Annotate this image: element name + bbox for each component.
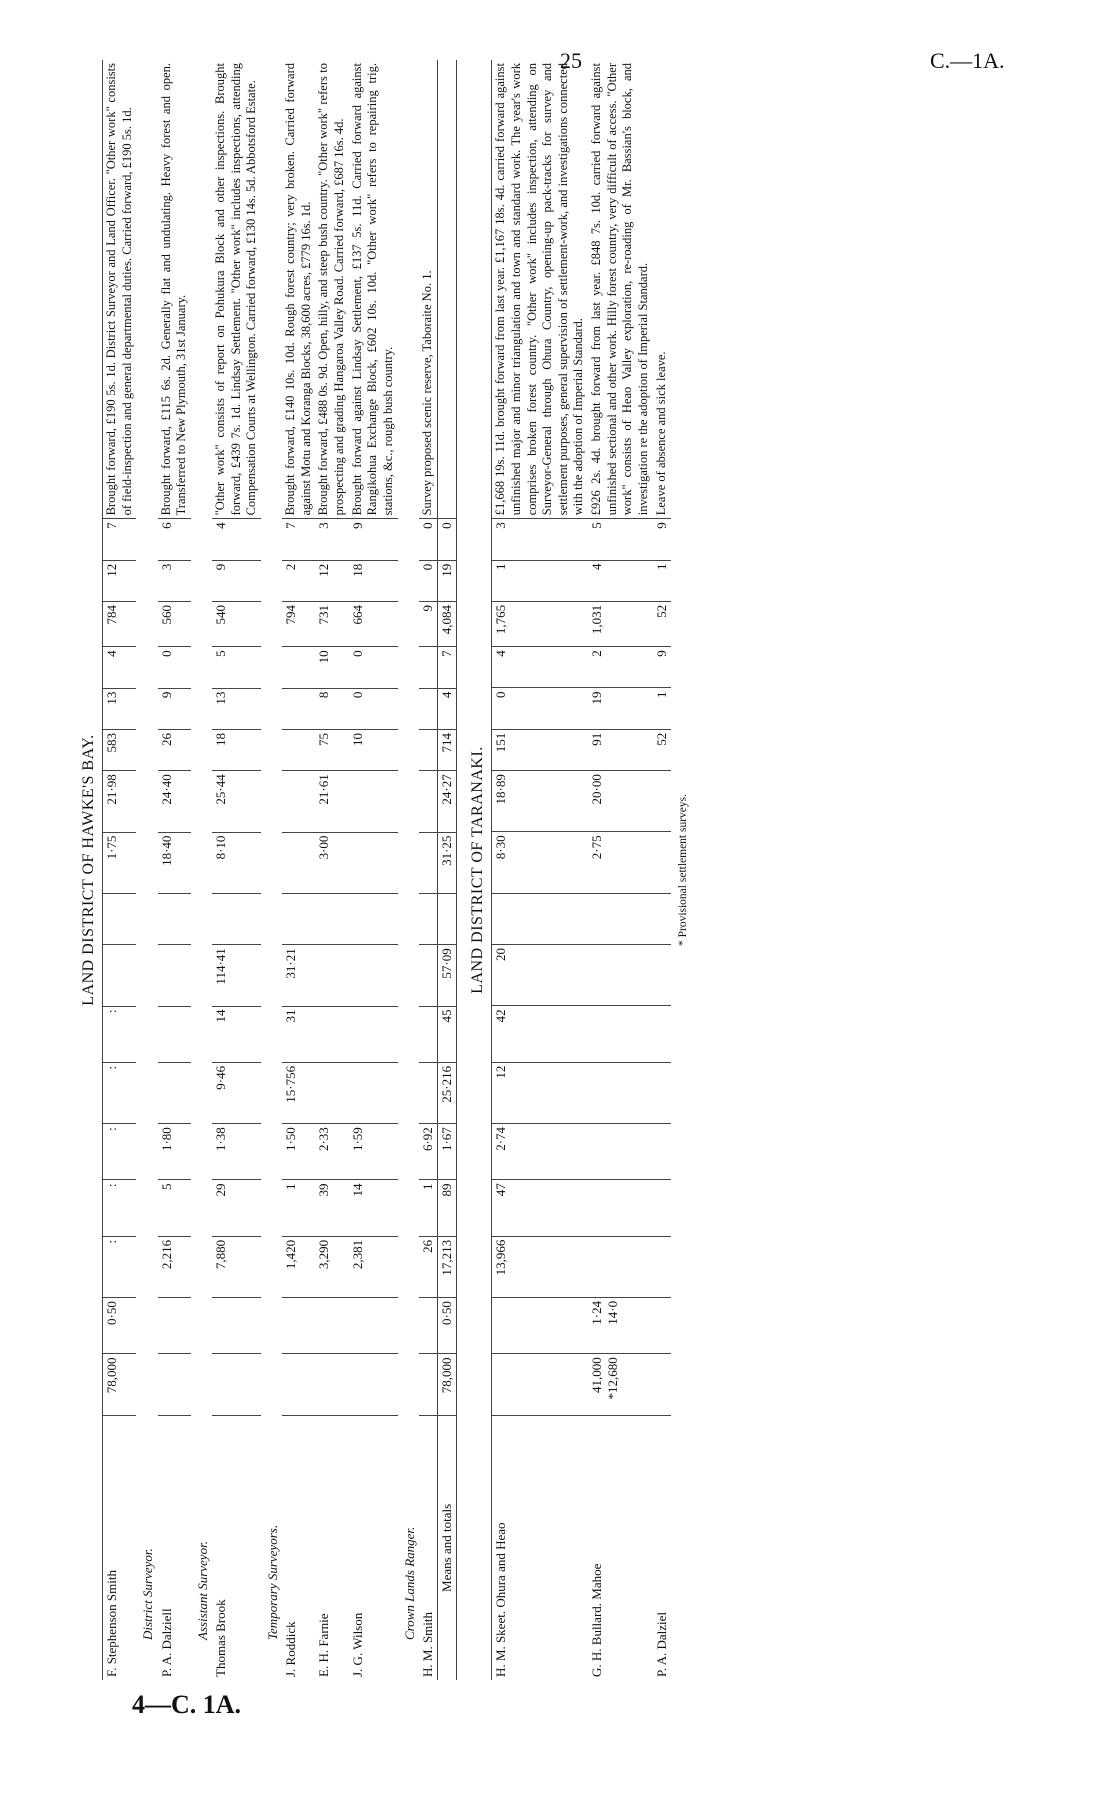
cell-value: 9 [653, 519, 671, 560]
cell-value: 78,000 [438, 1354, 457, 1415]
cell-value: 714 [438, 729, 457, 770]
surveyor-name: G. H. Bullard. Mahoe [589, 1563, 604, 1677]
cell-value [103, 945, 137, 1006]
cell-value [492, 1297, 588, 1353]
surveyor-name: P. A. Dalziel [653, 1612, 669, 1677]
cell-value: 1·75 [103, 832, 137, 893]
table-row [103, 60, 137, 1680]
cell-value [653, 893, 671, 944]
cell-value: 0·50 [103, 1298, 137, 1354]
cell-value: 18·40 [158, 832, 191, 893]
cell-value: 19 [438, 560, 457, 601]
cell-value: 29 [212, 1180, 261, 1236]
cell-value [419, 1006, 438, 1062]
cell-value: 3 [315, 519, 348, 560]
cell-value: 0 [438, 519, 457, 560]
cell-value: 560 [158, 602, 191, 647]
cell-value: 540 [212, 602, 261, 647]
cell-value: 4 [492, 647, 588, 688]
cell-value [588, 1236, 653, 1297]
cell-value: 26 [158, 729, 191, 770]
cell-value [282, 1298, 315, 1354]
subheading-label: Assistant Surveyor. [194, 1541, 210, 1640]
cell-value: 2·74 [492, 1123, 588, 1179]
cell-value [419, 1354, 438, 1415]
cell-value [349, 1006, 398, 1062]
cell-value: 89 [438, 1180, 457, 1236]
cell-value: 3,290 [315, 1236, 348, 1297]
cell-value: 12 [103, 560, 137, 601]
surveyor-name: E. H. Farnie [316, 1613, 332, 1677]
cell-value [158, 1354, 191, 1415]
cell-value: 1,031 [588, 601, 653, 646]
cell-value [419, 688, 438, 729]
remarks-text: Brought forward, £488 0s. 9d. Open, hilly, and steep bush country. "Other work" refers to prospecting and grading Hangaroa Valley Road. Carried forward, £687 16s. 4d. [315, 60, 348, 519]
cell-value [349, 945, 398, 1006]
cell-value: 794 [282, 602, 315, 647]
cell-value: 2,216 [158, 1236, 191, 1297]
cell-value: 31·21 [282, 945, 315, 1006]
cell-value [653, 832, 671, 893]
cell-value: : [103, 1006, 137, 1062]
cell-value [158, 893, 191, 944]
cell-value: 1,765 [492, 601, 588, 646]
cell-value [588, 1062, 653, 1123]
cell-value [419, 1298, 438, 1354]
cell-value: 583 [103, 729, 137, 770]
cell-value: 57·09 [438, 945, 457, 1006]
remarks-text: Leave of absence and sick leave. [653, 60, 671, 519]
cell-value [349, 1354, 398, 1415]
cell-value [212, 893, 261, 944]
cell-value: 0 [349, 647, 398, 688]
cell-value [103, 893, 137, 944]
cell-value [349, 771, 398, 832]
cell-value: 1,420 [282, 1236, 315, 1297]
subheading-label: District Surveyor. [140, 1548, 156, 1640]
cell-value [349, 1298, 398, 1354]
cell-value: 0 [158, 647, 191, 688]
cell-value: 4 [588, 560, 653, 601]
cell-value [419, 945, 438, 1006]
cell-value: 24·27 [438, 771, 457, 832]
table-row [315, 60, 348, 1680]
cell-value: 4 [212, 519, 261, 560]
cell-value: 4 [103, 647, 137, 688]
cell-value [282, 832, 315, 893]
table-row [588, 60, 653, 1680]
document-reference-bottom: 4—C. 1A. [132, 1690, 242, 1719]
cell-value: 784 [103, 602, 137, 647]
remarks-text: "Other work" consists of report on Pohukura Block and other inspections. Brought forward, £439 7s. 1d. Lindsay Settlement. "Other work" includes inspections, attending Compensation Courts at Wellington. Carried forward, £130 14s. 5d. Abbotsford Estate. [212, 60, 261, 519]
cell-value: 0 [349, 688, 398, 729]
cell-value [492, 893, 588, 944]
table-row [158, 60, 191, 1680]
surveyor-name: P. A. Dalziell [158, 1608, 174, 1677]
cell-value: 1 [419, 1180, 438, 1236]
cell-value: 14 [212, 1006, 261, 1062]
cell-value: 2·75 [588, 832, 653, 893]
cell-value: 2·33 [315, 1124, 348, 1180]
table-subheading [191, 60, 212, 1680]
cell-value: 17,213 [438, 1236, 457, 1297]
cell-value: 9·46 [212, 1062, 261, 1123]
cell-value: 31 [282, 1006, 315, 1062]
cell-value: 78,000 [103, 1354, 137, 1415]
cell-value [419, 1062, 438, 1123]
cell-value: 26 [419, 1236, 438, 1297]
surveyor-name: J. G. Wilson [349, 1612, 365, 1677]
remarks-text: £926 2s. 4d. brought forward from last year. £848 7s. 10d. carried forward against unfinished sectional and other work. Hilly forest country, very difficult of access. "Other work" consists of Heao Valley exploration, re-roading of Mr. Bassian's block, and investigation re the adoption of Imperial Standard. [588, 60, 653, 519]
cell-value: 3·00 [315, 832, 348, 893]
cell-value [588, 1123, 653, 1179]
cell-value: 4 [438, 688, 457, 729]
section-title-taranaki: LAND DISTRICT OF TARANAKI. [469, 746, 487, 994]
surveyor-name: H. M. Smith [419, 1611, 435, 1677]
cell-value: 1·67 [438, 1124, 457, 1180]
cell-value: 9 [158, 688, 191, 729]
cell-value: 21·98 [103, 771, 137, 832]
cell-value [588, 1006, 653, 1062]
cell-value: 20 [492, 945, 588, 1006]
cell-value [653, 771, 671, 832]
cell-value: 8·10 [212, 832, 261, 893]
cell-value [282, 1354, 315, 1415]
cell-value: 24·40 [158, 771, 191, 832]
cell-value [315, 1062, 348, 1123]
table-row [349, 60, 398, 1680]
cell-value [158, 1298, 191, 1354]
cell-value: 10 [349, 729, 398, 770]
cell-value: 1·80 [158, 1124, 191, 1180]
remarks-text: Brought forward against Lindsay Settlement, £137 5s. 11d. Carried forward against Rangikohua Exchange Block, £602 10s. 10d. "Other work" refers to repairing trig. stations, &c., rough bush country. [349, 60, 398, 519]
cell-value: 1 [653, 560, 671, 601]
cell-value [282, 647, 315, 688]
cell-value [158, 945, 191, 1006]
hawkes-bay-table [102, 60, 457, 1680]
cell-value: 13 [212, 688, 261, 729]
cell-value [158, 1062, 191, 1123]
subheading-label: Temporary Surveyors. [264, 1524, 280, 1640]
cell-value: 664 [349, 602, 398, 647]
subheading-label: Crown Lands Ranger. [401, 1526, 417, 1640]
remarks-text: Brought forward, £115 6s. 2d. Generally flat and undulating. Heavy forest and open. Transferred to New Plymouth, 31st January. [158, 60, 191, 519]
totals-row [438, 60, 457, 1680]
cell-value [349, 1062, 398, 1123]
table-subheading [261, 60, 282, 1680]
cell-value: 39 [315, 1180, 348, 1236]
cell-value: 47 [492, 1180, 588, 1236]
cell-value: 0 [492, 688, 588, 729]
surveyor-name: F. Stephenson Smith [103, 1415, 137, 1680]
cell-value: 25·44 [212, 771, 261, 832]
cell-value: 9 [419, 602, 438, 647]
table-row [282, 60, 315, 1680]
cell-value: 18 [349, 560, 398, 601]
cell-value: 91 [588, 729, 653, 770]
cell-value: 1·24 14·0 [588, 1297, 653, 1353]
table-row [653, 60, 671, 1680]
cell-value: 1 [653, 688, 671, 729]
cell-value: 1·38 [212, 1124, 261, 1180]
cell-value [212, 1298, 261, 1354]
cell-value: 0 [419, 519, 438, 560]
cell-value: 10 [315, 647, 348, 688]
cell-value [588, 1180, 653, 1236]
cell-value: 8 [315, 688, 348, 729]
cell-value [282, 729, 315, 770]
cell-value [653, 945, 671, 1006]
footnote: * Provisional settlement surveys. [676, 793, 689, 947]
cell-value [212, 1354, 261, 1415]
table-subheading [398, 60, 419, 1680]
cell-value [315, 1006, 348, 1062]
cell-value: 52 [653, 601, 671, 646]
cell-value: 12 [492, 1062, 588, 1123]
cell-value: 5 [158, 1180, 191, 1236]
cell-value: 0 [419, 560, 438, 601]
cell-value [438, 893, 457, 944]
cell-value: 18·89 [492, 771, 588, 832]
cell-value: 13,966 [492, 1236, 588, 1297]
cell-value [419, 771, 438, 832]
cell-value: 1 [492, 560, 588, 601]
section-title-hawkes-bay: LAND DISTRICT OF HAWKE'S BAY. [80, 734, 97, 1006]
cell-value [315, 1354, 348, 1415]
table-row [212, 60, 261, 1680]
cell-value: : [103, 1062, 137, 1123]
cell-value [588, 893, 653, 944]
cell-value [158, 1006, 191, 1062]
remarks-text: Survey proposed scenic reserve, Taboraite No. 1. [419, 60, 438, 519]
cell-value: 7 [282, 519, 315, 560]
table-subheading [136, 60, 157, 1680]
rotated-table-area [78, 60, 1018, 1680]
cell-value: 19 [588, 688, 653, 729]
surveyor-name: J. Roddick [283, 1621, 299, 1677]
cell-value [419, 647, 438, 688]
cell-value: 42 [492, 1006, 588, 1062]
cell-value: 4,084 [438, 602, 457, 647]
cell-value: 1·50 [282, 1124, 315, 1180]
cell-value [588, 945, 653, 1006]
cell-value [653, 1236, 671, 1297]
cell-value [653, 1062, 671, 1123]
cell-value [492, 1354, 588, 1416]
surveyor-name: Thomas Brook [213, 1599, 228, 1677]
cell-value [349, 832, 398, 893]
cell-value: 9 [349, 519, 398, 560]
cell-value [315, 1298, 348, 1354]
cell-value: 13 [103, 688, 137, 729]
cell-value: 9 [653, 647, 671, 688]
cell-value: 7 [438, 647, 457, 688]
totals-label: Means and totals [438, 1415, 457, 1680]
document-reference-top: C.—1A. [930, 48, 1005, 73]
table-row [492, 60, 588, 1680]
cell-value: 15·756 [282, 1062, 315, 1123]
cell-value: 3 [158, 560, 191, 601]
cell-value: 2 [282, 560, 315, 601]
cell-value: 14 [349, 1180, 398, 1236]
page-number: 25 [560, 48, 582, 73]
cell-value: 6·92 [419, 1124, 438, 1180]
cell-value: : [103, 1124, 137, 1180]
cell-value [653, 1180, 671, 1236]
cell-value: 75 [315, 729, 348, 770]
cell-value [653, 1123, 671, 1179]
cell-value: 6 [158, 519, 191, 560]
cell-value: 31·25 [438, 832, 457, 893]
remarks-text: Brought forward, £190 5s. 1d. District Surveyor and Land Officer. "Other work" consists of field-inspection and general departmental duties. Carried forward, £190 5s. 1d. [103, 60, 137, 519]
cell-value: 25·216 [438, 1062, 457, 1123]
cell-value: 9 [212, 560, 261, 601]
cell-value: 41,000 *12,680 [588, 1354, 653, 1416]
cell-value: 731 [315, 602, 348, 647]
table-row [419, 60, 438, 1680]
cell-value [653, 1297, 671, 1353]
cell-value: : [103, 1236, 137, 1297]
cell-value [349, 893, 398, 944]
cell-value [282, 771, 315, 832]
cell-value: 7,880 [212, 1236, 261, 1297]
cell-value: 7 [103, 519, 137, 560]
surveyor-name: H. M. Skeet. Ohura and Heao [492, 1415, 588, 1680]
cell-value: 20·00 [588, 771, 653, 832]
cell-value [419, 729, 438, 770]
cell-value [653, 1354, 671, 1416]
cell-value [282, 688, 315, 729]
cell-value: 3 [492, 519, 588, 560]
cell-value: 0·50 [438, 1298, 457, 1354]
cell-value [419, 893, 438, 944]
cell-value: 5 [588, 519, 653, 560]
cell-value [282, 893, 315, 944]
cell-value: 1·59 [349, 1124, 398, 1180]
cell-value: 18 [212, 729, 261, 770]
cell-value: 114·41 [212, 945, 261, 1006]
taranaki-table [491, 60, 671, 1680]
cell-value: 8·30 [492, 832, 588, 893]
cell-value: 1 [282, 1180, 315, 1236]
cell-value [419, 832, 438, 893]
cell-value: 45 [438, 1006, 457, 1062]
cell-value: 2 [588, 647, 653, 688]
cell-value: 151 [492, 729, 588, 770]
cell-value: : [103, 1180, 137, 1236]
cell-value: 2,381 [349, 1236, 398, 1297]
cell-value: 5 [212, 647, 261, 688]
remarks-text [438, 60, 457, 519]
cell-value [315, 945, 348, 1006]
cell-value [653, 1006, 671, 1062]
remarks-text: Brought forward, £140 10s. 10d. Rough forest country; very broken. Carried forward against Motu and Koranga Blocks, 38,600 acres, £779 16s. 1d. [282, 60, 315, 519]
cell-value: 12 [315, 560, 348, 601]
cell-value [315, 893, 348, 944]
remarks-text: £1,668 19s. 11d. brought forward from last year. £1,167 18s. 4d. carried forward against unfinished major and minor triangulation and town and standard work. The year's work comprises broken forest country. "Other work" includes inspection, attending on Surveyor-General through Ohura Country, opening-up pack-tracks for survey and settlement purposes, general supervision of settlement-work, and investigations connected with the adoption of Imperial Standard. [492, 60, 588, 519]
cell-value: 21·61 [315, 771, 348, 832]
cell-value: 52 [653, 729, 671, 770]
